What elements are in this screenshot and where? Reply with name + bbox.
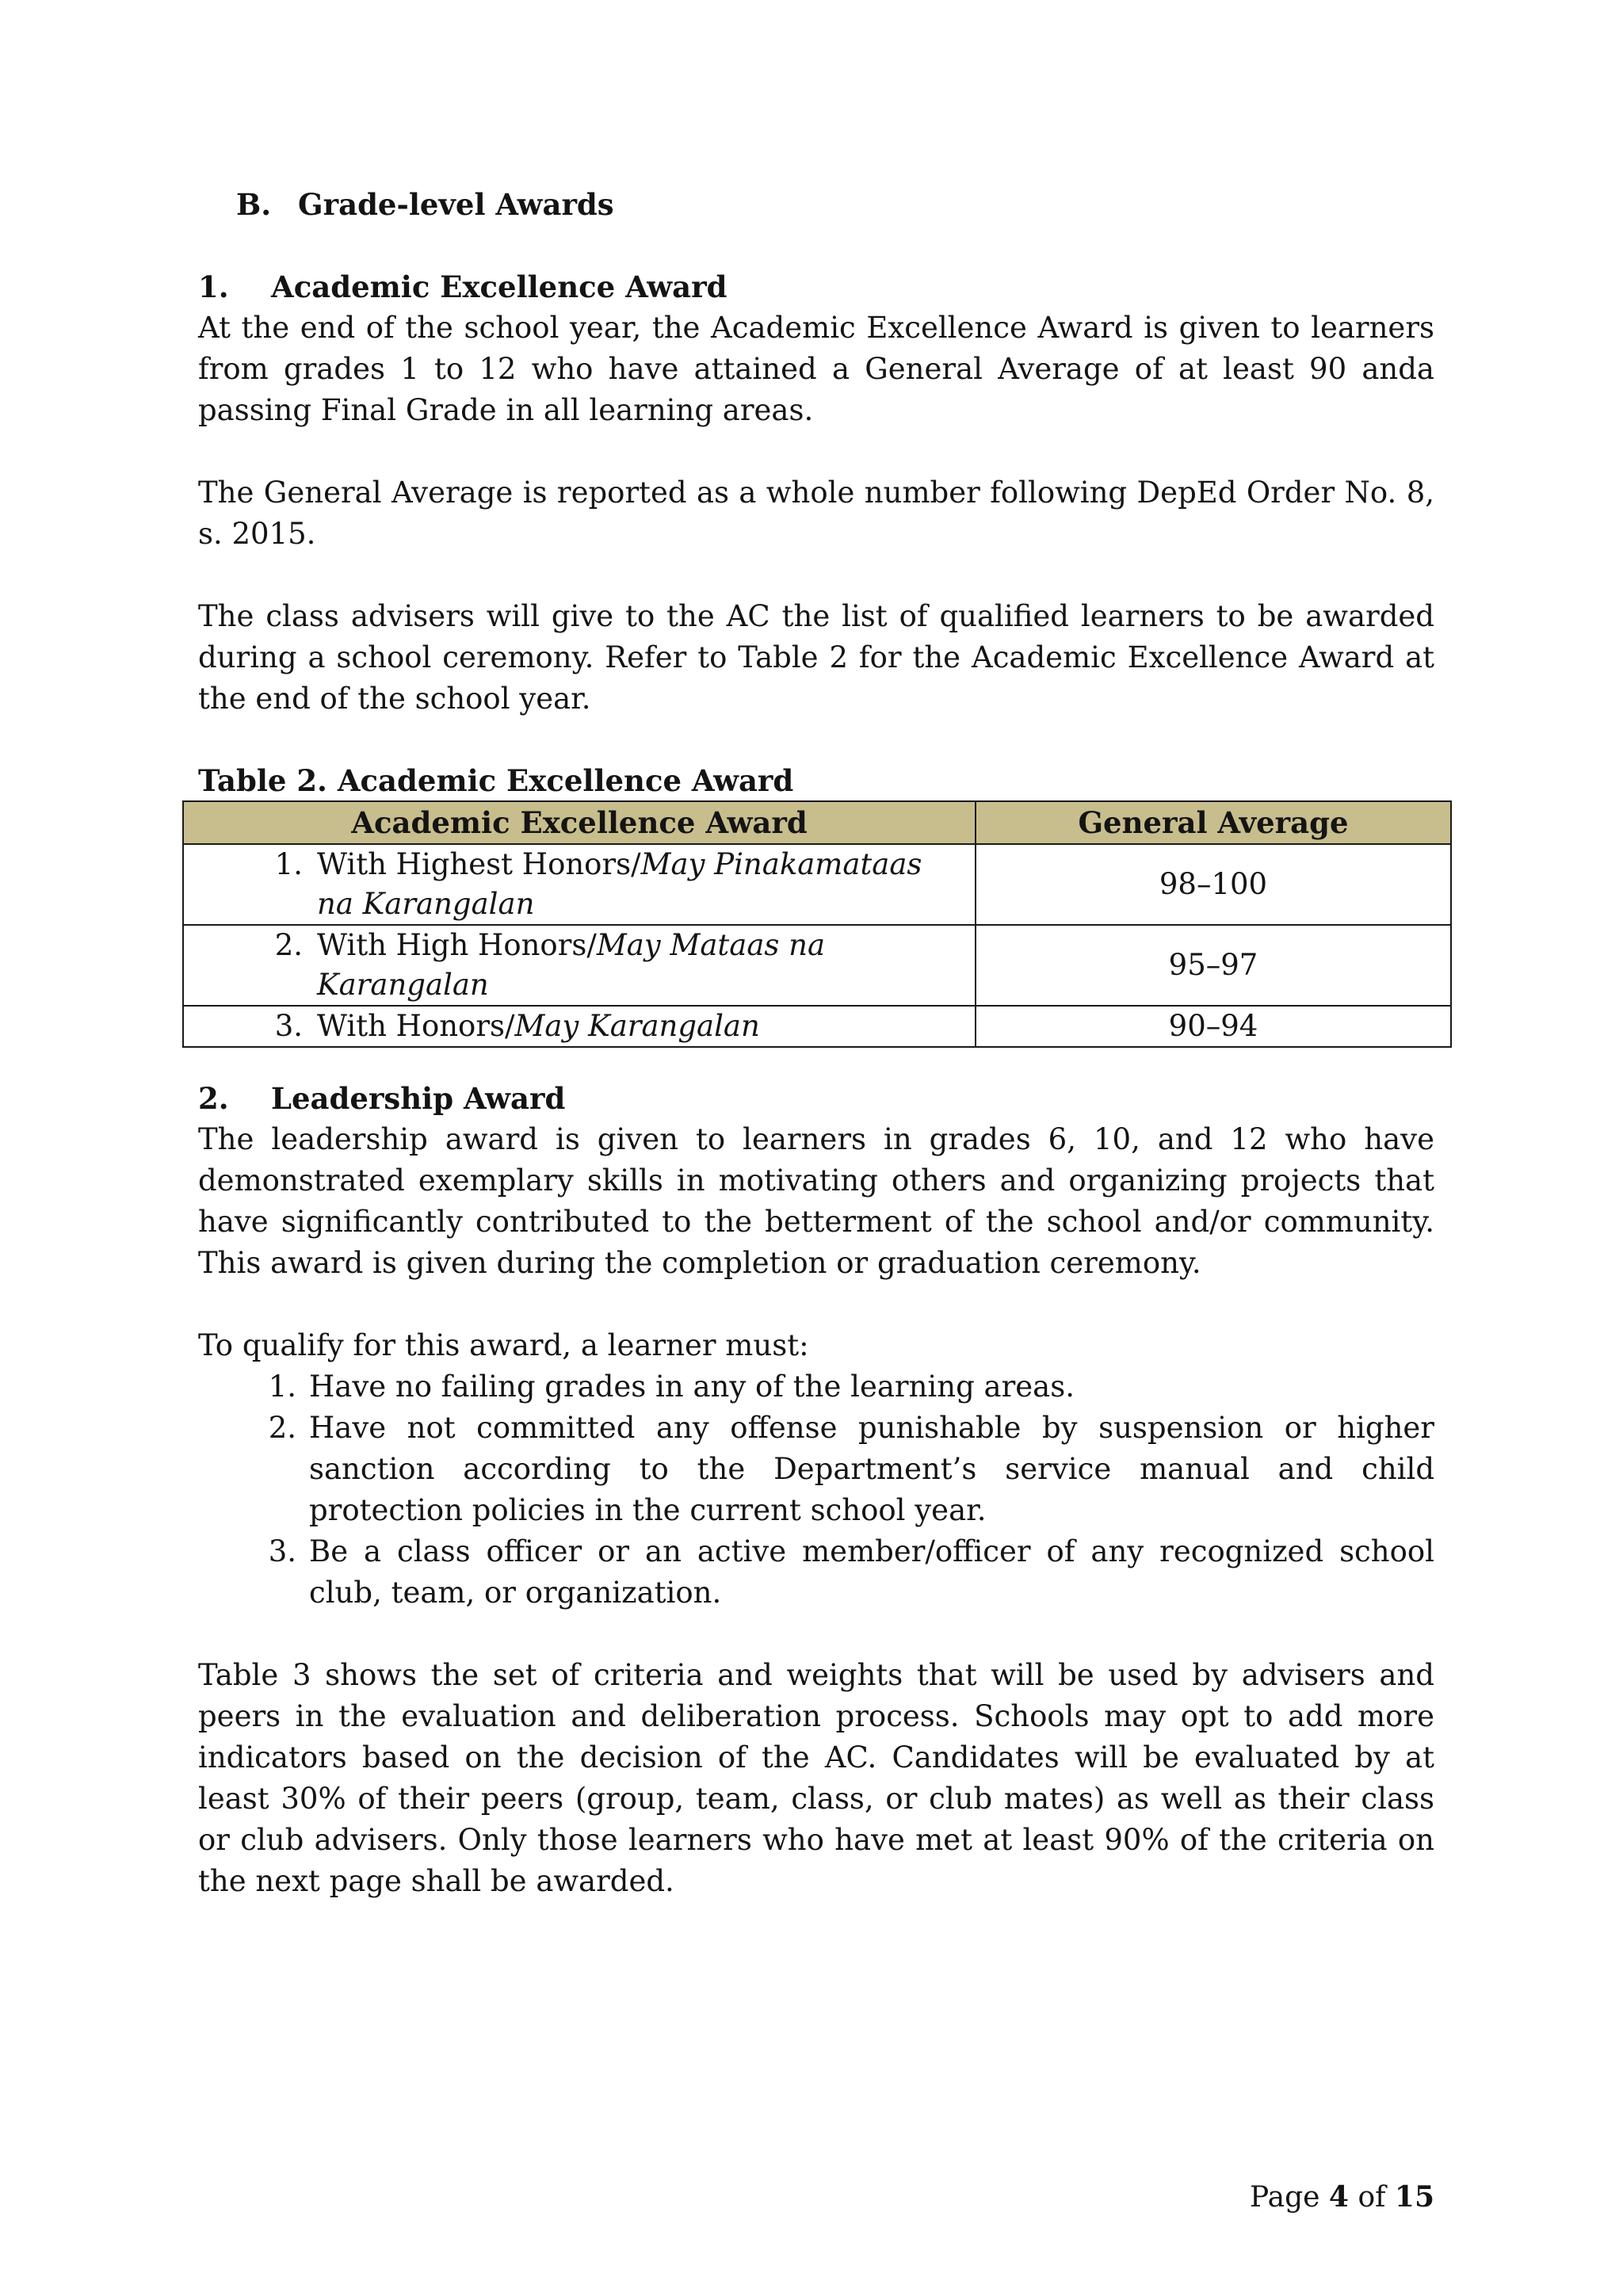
award-filipino: May Mataas na Karangalan [317, 928, 826, 1002]
page-number [1250, 2178, 1434, 2217]
criterion-text: Have no failing grades in any of the learning areas. [309, 1370, 1075, 1404]
award-english: With Honors/ [317, 1009, 515, 1043]
academic-paragraph-3: The class advisers will give to the AC the list of qualified learners to be awarded during a school ceremony. Refer to Table 2 for the Academic Excellence Award at the end of the school year. [198, 599, 1434, 716]
section-letter: B. [236, 187, 272, 222]
criterion-text: Have not committed any offense punishable by suspension or higher sanction according to the Department’s service manual and child protection policies in the current school year. [309, 1411, 1434, 1527]
leadership-award-number: 2. [198, 1081, 229, 1116]
criterion-number: 3. [268, 1534, 296, 1568]
award-number: 2. [274, 928, 303, 962]
award-filipino: May Karangalan [514, 1009, 760, 1043]
page-prefix: Page [1250, 2181, 1320, 2214]
leadership-award-heading [198, 1078, 1434, 1119]
list-item [198, 1366, 1434, 1408]
list-item [198, 1408, 1434, 1531]
criterion-number: 1. [268, 1370, 296, 1404]
award-average-cell: 95–97 [976, 925, 1451, 1006]
leadership-award-title: Leadership Award [271, 1081, 566, 1116]
page-total: 15 [1394, 2180, 1434, 2214]
award-name-cell [183, 1006, 976, 1047]
qualify-intro: To qualify for this award, a learner must: [198, 1328, 809, 1362]
academic-award-title: Academic Excellence Award [271, 269, 727, 304]
page-of: of [1358, 2181, 1386, 2214]
table-2-caption: Table 2. Academic Excellence Award [198, 763, 794, 798]
table-row [183, 844, 1451, 925]
award-number: 3. [274, 1009, 303, 1043]
award-name-cell [183, 925, 976, 1006]
academic-award-heading [198, 266, 1434, 308]
award-english: With Highest Honors/ [317, 847, 641, 881]
academic-excellence-table [182, 800, 1452, 1048]
criterion-number: 2. [268, 1411, 296, 1445]
award-average-cell: 90–94 [976, 1006, 1451, 1047]
academic-paragraph-1: At the end of the school year, the Academic Excellence Award is given to learners from grades 1 to 12 who have attained a General Average of at least 90 anda passing Final Grade in all learning areas. [198, 311, 1434, 427]
award-name-cell [183, 844, 976, 925]
section-heading [236, 184, 1434, 225]
leadership-paragraph-1: The leadership award is given to learners in grades 6, 10, and 12 who have demonstrated exemplary skills in motivating others and organizing projects that have significantly contributed to the betterment of the school and/or community. This award is given during the completion or graduation ceremony. [198, 1122, 1434, 1280]
document-page [198, 184, 1434, 1902]
award-number: 1. [274, 847, 303, 881]
list-item [198, 1531, 1434, 1614]
table-header-average: General Average [976, 801, 1451, 844]
academic-paragraph-2: The General Average is reported as a whole number following DepEd Order No. 8, s. 2015. [198, 476, 1434, 551]
award-english: With High Honors/ [317, 928, 597, 962]
qualification-list [198, 1366, 1434, 1614]
table-row [183, 1006, 1451, 1047]
table-header-row [183, 801, 1451, 844]
leadership-paragraph-2: Table 3 shows the set of criteria and weights that will be used by advisers and peers in the evaluation and deliberation process. Schools may opt to add more indicators based on the decision of the AC. Candidates will be evaluated by at least 30% of their peers (group, team, class, or club mates) as well as their class or club advisers. Only those learners who have met at least 90% of the criteria on the next page shall be awarded. [198, 1658, 1434, 1898]
page-current: 4 [1328, 2180, 1349, 2214]
table-header-award: Academic Excellence Award [183, 801, 976, 844]
table-row [183, 925, 1451, 1006]
academic-award-number: 1. [198, 269, 229, 304]
section-title: Grade-level Awards [298, 187, 614, 222]
award-filipino: May Pinakamataas na Karangalan [317, 847, 922, 921]
award-average-cell: 98–100 [976, 844, 1451, 925]
criterion-text: Be a class officer or an active member/officer of any recognized school club, team, or organization. [309, 1534, 1434, 1610]
